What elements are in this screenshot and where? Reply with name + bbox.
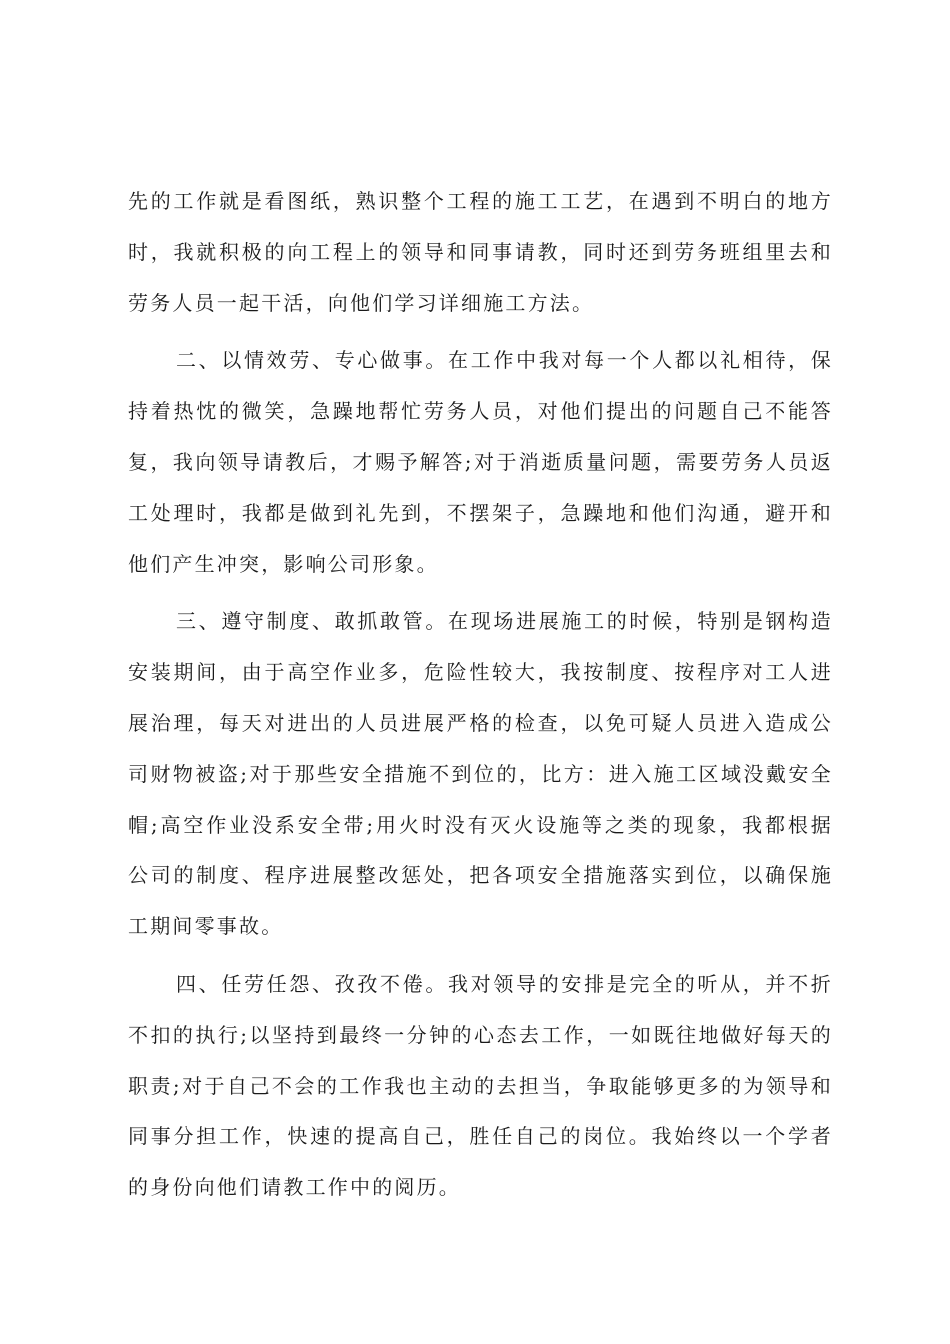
paragraph-point-two: 二、以情效劳、专心做事。在工作中我对每一个人都以礼相待，保持着热忱的微笑，急躁地帮忙劳务人员，对他们提出的问题自己不能答复，我向领导请教后，才赐予解答;对于消逝质量问题，需要劳务人员返工处理时，我都是做到礼先到，不摆架子，急躁地和他们沟通，避开和他们产生冲突，影响公司形象。 xyxy=(128,348,833,576)
paragraph-continuation: 先的工作就是看图纸，熟识整个工程的施工工艺，在遇到不明白的地方时，我就积极的向工程上的领导和同事请教，同时还到劳务班组里去和劳务人员一起干活，向他们学习详细施工方法。 xyxy=(128,189,833,315)
paragraph-point-four: 四、任劳任怨、孜孜不倦。我对领导的安排是完全的听从，并不折不扣的执行;以坚持到最终一分钟的心态去工作，一如既往地做好每天的职责;对于自己不会的工作我也主动的去担当，争取能够更多的为领导和同事分担工作，快速的提高自己，胜任自己的岗位。我始终以一个学者的身份向他们请教工作中的阅历。 xyxy=(128,971,833,1200)
document-body xyxy=(128,176,833,1213)
paragraph-point-three: 三、遵守制度、敢抓敢管。在现场进展施工的时候，特别是钢构造安装期间，由于高空作业多，危险性较大，我按制度、按程序对工人进展治理，每天对进出的人员进展严格的检查，以免可疑人员进入造成公司财物被盗;对于那些安全措施不到位的，比方：进入施工区域没戴安全帽;高空作业没系安全带;用火时没有灭火设施等之类的现象，我都根据公司的制度、程序进展整改惩处，把各项安全措施落实到位，以确保施工期间零事故。 xyxy=(128,609,833,939)
